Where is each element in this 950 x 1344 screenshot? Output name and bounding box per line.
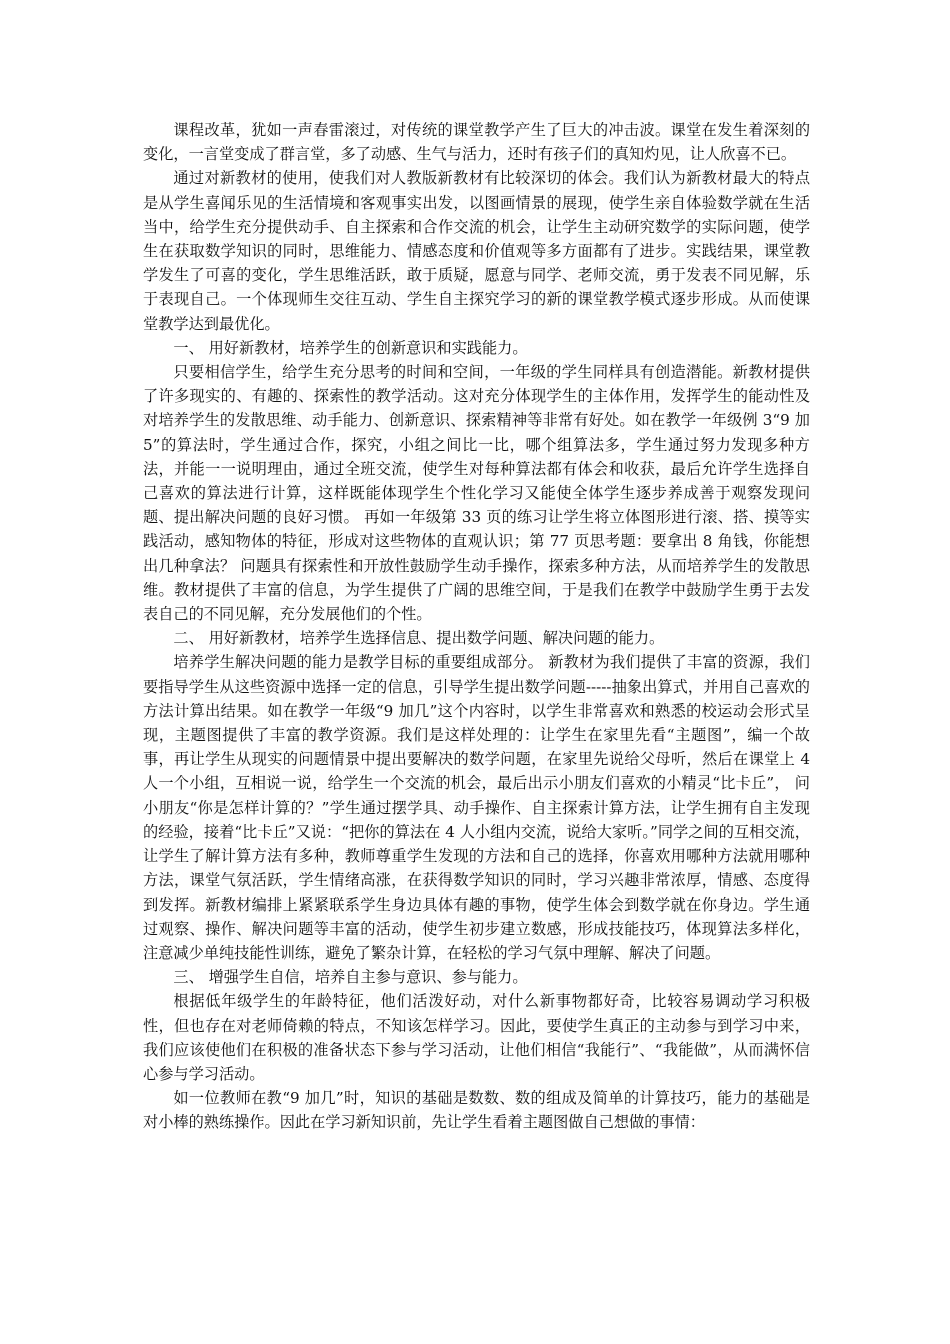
document-body [143, 118, 810, 1135]
paragraph-section-2: 培养学生解决问题的能力是教学目标的重要组成部分。 新教材为我们提供了丰富的资源，我们要指导学生从这些资源中选择一定的信息，引导学生提出数学问题-----抽象出算式，并用自己喜欢的方法计算出结果。如在教学一年级“9 加几”这个内容时，以学生非常喜欢和熟悉的校运动会形式呈现，主题图提供了丰富的教学资源。我们是这样处理的：让学生在家里先看“主题图”，编一个故事，再让学生从现实的问题情景中提出要解决的数学问题，在家里先说给父母听，然后在课堂上 4 人一个小组，互相说一说，给学生一个交流的机会，最后出示小朋友们喜欢的小精灵“比卡丘”， 问小朋友“你是怎样计算的？”学生通过摆学具、动手操作、自主探索计算方法，让学生拥有自主发现的经验，接着“比卡丘”又说：“把你的算法在 4 人小组内交流，说给大家听。”同学之间的互相交流，让学生了解计算方法有多种，教师尊重学生发现的方法和自己的选择，你喜欢用哪种方法就用哪种方法，课堂气氛活跃，学生情绪高涨，在获得数学知识的同时，学习兴趣非常浓厚，情感、态度得到发挥。新教材编排上紧紧联系学生身边具体有趣的事物，使学生体会到数学就在你身边。学生通过观察、操作、解决问题等丰富的活动，使学生初步建立数感，形成技能技巧，体现算法多样化，注意减少单纯技能性训练，避免了繁杂计算，在轻松的学习气氛中理解、解决了问题。 [143, 653, 810, 962]
paragraph-section-1: 只要相信学生，给学生充分思考的时间和空间，一年级的学生同样具有创造潜能。新教材提供了许多现实的、有趣的、探索性的教学活动。这对充分体现学生的主体作用，发挥学生的能动性及对培养学生的发散思维、动手能力、创新意识、探索精神等非常有好处。如在教学一年级例 3“9 加 5”的算法时，学生通过合作，探究，小组之间比一比，哪个组算法多，学生通过努力发现多种方法，并能一一说明理由，通过全班交流，使学生对每种算法都有体会和收获，最后允许学生选择自己喜欢的算法进行计算，这样既能体现学生个性化学习又能使全体学生逐步养成善于观察发现问题、提出解决问题的良好习惯。 再如一年级第 33 页的练习让学生将立体图形进行滚、搭、摸等实践活动，感知物体的特征，形成对这些物体的直观认识；第 77 页思考题：要拿出 8 角钱，你能想出几种拿法？ 问题具有探索性和开放性鼓励学生动手操作，探索多种方法，从而培养学生的发散思维。教材提供了丰富的信息，为学生提供了广阔的思维空间，于是我们在教学中鼓励学生勇于去发表自己的不同见解，充分发展他们的个性。 [143, 363, 810, 624]
paragraph-intro: 课程改革，犹如一声春雷滚过，对传统的课堂教学产生了巨大的冲击波。课堂在发生着深刻的变化，一言堂变成了群言堂，多了动感、生气与活力，还时有孩子们的真知灼见，让人欣喜不已。 [143, 121, 810, 164]
section-heading-1: 一、 用好新教材，培养学生的创新意识和实践能力。 [173, 338, 528, 357]
paragraph-new-textbook-experience: 通过对新教材的使用，使我们对人教版新教材有比较深切的体会。我们认为新教材最大的特点是从学生喜闻乐见的生活情境和客观事实出发，以图画情景的展现，使学生亲自体验数学就在生活当中，给学生充分提供动手、自主探索和合作交流的机会，让学生主动研究数学的实际问题，使学生在获取数学知识的同时，思维能力、情感态度和价值观等多方面都有了进步。实践结果，课堂教学发生了可喜的变化，学生思维活跃，敢于质疑，愿意与同学、老师交流，勇于发表不同见解，乐于表现自己。一个体现师生交往互动、学生自主探究学习的新的课堂教学模式逐步形成。从而使课堂教学达到最优化。 [143, 169, 810, 333]
section-heading-2: 二、 用好新教材，培养学生选择信息、提出数学问题、解决问题的能力。 [173, 629, 665, 648]
paragraph-section-3: 根据低年级学生的年龄特征，他们活泼好动，对什么新事物都好奇，比较容易调动学习积极性，但也存在对老师倚赖的特点，不知该怎样学习。因此，要使学生真正的主动参与到学习中来，我们应该使他们在积极的准备状态下参与学习活动，让他们相信“我能行”、“我能做”，从而满怀信心参与学习活动。 [143, 992, 810, 1083]
paragraph-example-teacher: 如一位教师在教“9 加几”时，知识的基础是数数、数的组成及简单的计算技巧，能力的基础是对小棒的熟练操作。因此在学习新知识前，先让学生看着主题图做自己想做的事情： [143, 1089, 810, 1132]
section-heading-3: 三、 增强学生自信，培养自主参与意识、参与能力。 [173, 968, 528, 987]
